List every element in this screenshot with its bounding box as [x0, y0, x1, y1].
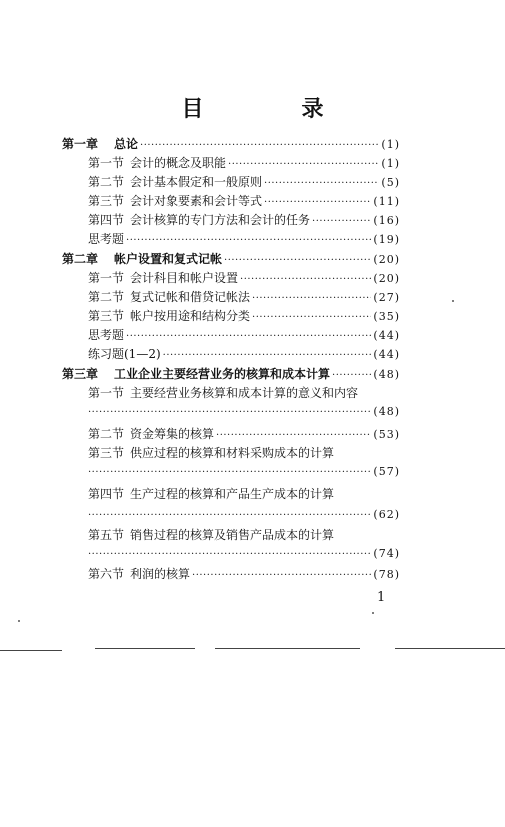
toc-leader-dots [126, 328, 371, 346]
toc-entry-label [88, 444, 334, 462]
toc-leader-dots [140, 137, 379, 155]
toc-leader-dots [88, 464, 371, 482]
toc-entry-title: 会计对象要素和会计等式 [130, 194, 263, 208]
toc-entry-label [88, 565, 190, 583]
toc-entry-title: 主要经营业务核算和成本计算的意义和内容 [130, 386, 359, 400]
toc-page-ref: (53) [373, 428, 400, 441]
toc-page-ref: (44) [373, 348, 400, 361]
toc-section-entry [88, 425, 400, 443]
toc-entry-label [88, 192, 262, 210]
toc-entry-label [62, 365, 330, 383]
toc-entry-label [88, 485, 334, 503]
toc-entry-number: 第四节 [88, 487, 125, 501]
toc-entry-title: 工业企业主要经营业务的核算和成本计算 [114, 367, 331, 381]
toc-section-entry [88, 307, 400, 325]
toc-entry-title: 复式记帐和借贷记帐法 [130, 290, 251, 304]
scan-rule-1 [0, 650, 62, 651]
toc-entry-label [88, 269, 238, 287]
toc-entry-number: 第三节 [88, 309, 125, 323]
toc-section-entry [88, 211, 400, 229]
toc-section-entry [88, 230, 400, 248]
toc-entry-title: 会计基本假定和一般原则 [130, 175, 263, 189]
page-number: 1 [377, 590, 386, 605]
toc-entry-number: 第一节 [88, 386, 125, 400]
toc-entry-title: 会计核算的专门方法和会计的任务 [130, 213, 311, 227]
toc-page-ref: (62) [373, 508, 400, 521]
toc-page-ref: (44) [373, 329, 400, 342]
toc-leader-dots [252, 290, 371, 308]
toc-entry-label [88, 345, 161, 363]
toc-entry-title: 帐户按用途和结构分类 [130, 309, 251, 323]
toc-leader-dots [240, 271, 371, 289]
toc-entry-number: 第一节 [88, 271, 125, 285]
toc-entry-title: 总论 [114, 137, 139, 151]
toc-entry-label [88, 326, 124, 344]
toc-entry-number: 第三节 [88, 194, 125, 208]
toc-page-ref: (48) [373, 368, 400, 381]
scan-speck [18, 620, 20, 622]
toc-entry-label [88, 230, 124, 248]
toc-entry-number: 第三章 [62, 367, 99, 381]
toc-entry-number: 第一章 [62, 137, 99, 151]
toc-section-entry [88, 269, 400, 287]
scan-speck [372, 612, 374, 614]
toc-leader-dots [332, 367, 371, 385]
toc-page-ref: (16) [373, 214, 400, 227]
toc-section-entry [88, 192, 400, 210]
toc-page-ref: (19) [373, 233, 400, 246]
toc-entry-title: 思考题 [88, 232, 125, 246]
toc-page-ref: (5) [381, 176, 400, 189]
toc-section-entry [88, 326, 400, 344]
toc-page-ref: (20) [373, 253, 400, 266]
toc-section-entry [88, 485, 400, 503]
toc-entry-title: 思考题 [88, 328, 125, 342]
toc-section-entry [88, 444, 400, 462]
toc-section-entry [88, 526, 400, 544]
toc-leader-dots [224, 252, 371, 270]
toc-entry-title: 资金筹集的核算 [130, 427, 215, 441]
toc-chapter-entry [62, 365, 400, 383]
toc-entry-label [88, 425, 214, 443]
toc-chapter-entry [62, 135, 400, 153]
toc-page-ref: (78) [373, 568, 400, 581]
toc-section-entry [88, 288, 400, 306]
toc-leader-dots [192, 567, 371, 585]
toc-section-entry [88, 173, 400, 191]
scan-rule-3 [215, 648, 360, 649]
toc-entry-number: 第五节 [88, 528, 125, 542]
toc-entry-label [62, 135, 138, 153]
toc-entry-number: 第四节 [88, 213, 125, 227]
toc-leader-dots [264, 194, 371, 212]
toc-section-entry [88, 565, 400, 583]
toc-entry-number: 第六节 [88, 567, 125, 581]
toc-page-ref: (48) [373, 405, 400, 418]
toc-leader-dots [228, 156, 379, 174]
toc-entry-label [88, 384, 358, 402]
toc-leader-dots [312, 213, 371, 231]
toc-entry-number: 第二章 [62, 252, 99, 266]
toc-entry-number: 第三节 [88, 446, 125, 460]
toc-leader-dots [88, 507, 371, 525]
toc-continuation-line [88, 403, 400, 421]
toc-entry-number: 第二节 [88, 175, 125, 189]
toc-leader-dots [88, 546, 371, 564]
toc-page-ref: (1) [381, 138, 400, 151]
toc-entry-title: 帐户设置和复式记帐 [114, 252, 223, 266]
toc-entry-title: 会计科目和帐户设置 [130, 271, 239, 285]
toc-entry-label [88, 154, 226, 172]
toc-section-entry [88, 384, 400, 402]
toc-page-ref: (35) [373, 310, 400, 323]
toc-continuation-line [88, 463, 400, 481]
toc-entry-label [62, 250, 222, 268]
toc-entry-label [88, 211, 310, 229]
toc-leader-dots [126, 232, 371, 250]
toc-entry-number: 第二节 [88, 290, 125, 304]
toc-continuation-line [88, 545, 400, 563]
toc-entry-number: 第一节 [88, 156, 125, 170]
toc-section-entry [88, 345, 400, 363]
toc-entry-title: 利润的核算 [130, 567, 191, 581]
toc-entry-label [88, 307, 250, 325]
toc-leader-dots [252, 309, 371, 327]
scan-rule-4 [395, 648, 505, 649]
toc-entry-label [88, 288, 250, 306]
toc-page-ref: (11) [373, 195, 400, 208]
toc-leader-dots [216, 427, 371, 445]
toc-entry-title: 生产过程的核算和产品生产成本的计算 [130, 487, 335, 501]
toc-section-entry [88, 154, 400, 172]
toc-page-ref: (20) [373, 272, 400, 285]
toc-entry-title: 会计的概念及职能 [130, 156, 227, 170]
toc-page-ref: (1) [381, 157, 400, 170]
toc-leader-dots [88, 404, 371, 422]
toc-chapter-entry [62, 250, 400, 268]
toc-entry-title: 供应过程的核算和材料采购成本的计算 [130, 446, 335, 460]
toc-page-ref: (27) [373, 291, 400, 304]
toc-page-ref: (74) [373, 547, 400, 560]
toc-entry-title: 练习题(1—2) [88, 347, 161, 361]
toc-entry-label [88, 173, 262, 191]
toc-entry-label [88, 526, 334, 544]
toc-leader-dots [264, 175, 379, 193]
toc-entry-number: 第二节 [88, 427, 125, 441]
toc-leader-dots [163, 347, 372, 365]
toc-page-ref: (57) [373, 465, 400, 478]
toc-continuation-line [88, 506, 400, 524]
toc-entry-title: 销售过程的核算及销售产品成本的计算 [130, 528, 335, 542]
scan-rule-2 [95, 648, 195, 649]
page-title: 目 录 [181, 97, 362, 122]
scan-speck [452, 300, 454, 302]
